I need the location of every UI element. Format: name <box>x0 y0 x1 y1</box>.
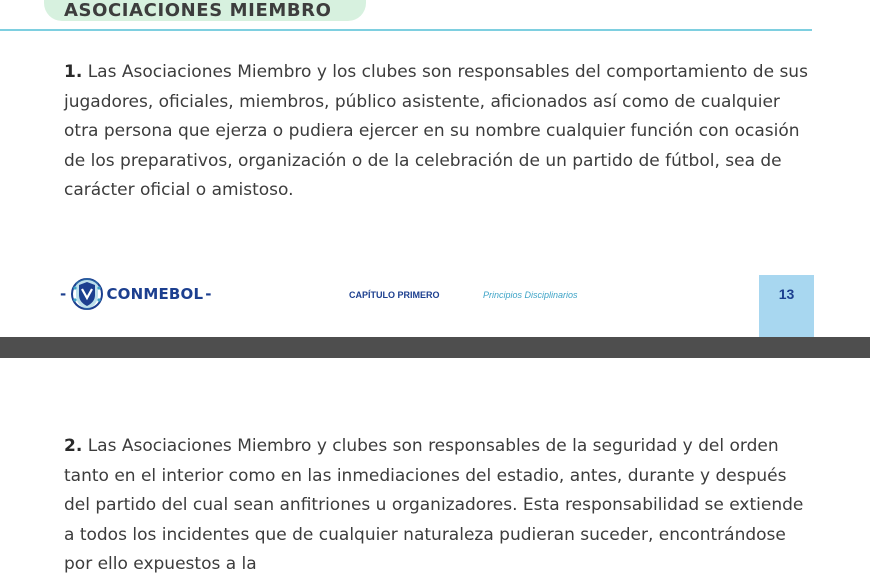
page-number: 13 <box>778 286 795 302</box>
section-title: ASOCIACIONES MIEMBRO <box>64 0 332 21</box>
paragraph-1 <box>64 58 814 206</box>
logo-dash-right: - <box>205 285 212 303</box>
paragraph-2 <box>64 432 814 580</box>
page-separator <box>0 337 870 358</box>
footer-chapter-subtitle: Principios Disciplinarios <box>483 290 578 300</box>
conmebol-ball-shield-icon <box>70 275 104 313</box>
paragraph-text: Las Asociaciones Miembro y clubes son responsables de la seguridad y del orden tanto en el interior como en las inmediaciones del estadio, antes, durante y después del partido del cual sean anfitriones u organizadores. Esta responsabilidad se extiende a todos los incidentes que de cualquier naturaleza pudieran suceder, encontrándose por ello expuestos a la <box>64 436 804 574</box>
footer-chapter: CAPÍTULO PRIMERO <box>349 290 440 300</box>
logo-wordmark: CONMEBOL <box>106 285 204 303</box>
page-number-box <box>759 275 814 337</box>
paragraph-number: 1. <box>64 62 83 82</box>
logo-dash-left: - <box>60 285 67 303</box>
paragraph-number: 2. <box>64 436 83 456</box>
section-rule <box>0 29 812 31</box>
conmebol-logo <box>58 275 214 313</box>
paragraph-text: Las Asociaciones Miembro y los clubes son responsables del comportamiento de sus jugadores, oficiales, miembros, público asistente, aficionados así como de cualquier otra persona que ejerza o pudiera ejercer en su nombre cualquier función con ocasión de los preparativos, organización o de la celebración de un partido de fútbol, sea de carácter oficial o amistoso. <box>64 62 808 200</box>
